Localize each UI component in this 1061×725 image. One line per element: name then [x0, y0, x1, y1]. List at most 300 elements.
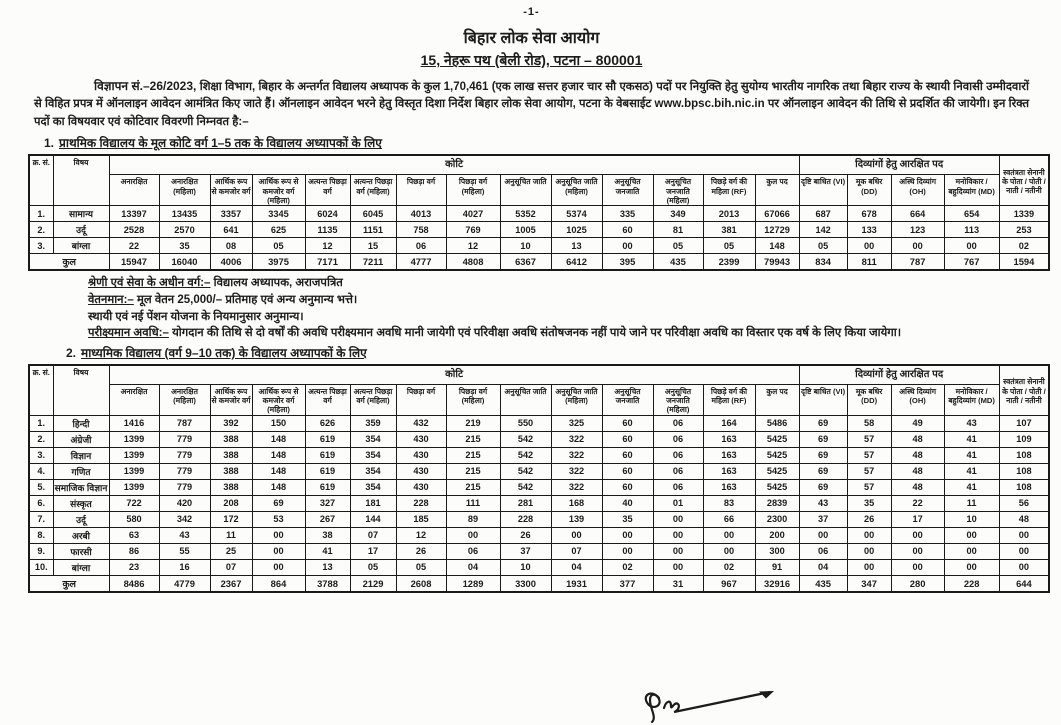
divyang-group-header: दिव्यांगों हेतु आरक्षित पद — [799, 155, 999, 175]
value-cell: 619 — [305, 431, 350, 447]
value-cell: 430 — [396, 447, 446, 463]
section-2-heading — [66, 344, 1035, 361]
value-cell: 108 — [999, 463, 1049, 479]
total-value-cell: 834 — [799, 254, 847, 271]
table-row — [29, 527, 1049, 543]
value-cell: 43 — [799, 495, 847, 511]
value-cell: 6045 — [350, 206, 396, 222]
value-cell: 168 — [551, 495, 602, 511]
value-cell: 779 — [159, 447, 210, 463]
value-cell: 163 — [703, 431, 755, 447]
value-cell: 388 — [210, 431, 252, 447]
value-cell: 43 — [944, 415, 999, 431]
value-cell: 1416 — [109, 415, 159, 431]
value-cell: 325 — [551, 415, 602, 431]
value-cell: 00 — [799, 527, 847, 543]
value-cell: 1399 — [109, 431, 159, 447]
value-cell: 60 — [602, 415, 653, 431]
value-cell: 3357 — [210, 206, 252, 222]
subject-cell: हिन्दी — [53, 415, 109, 431]
serial-cell: 6. — [29, 495, 53, 511]
value-cell: 322 — [551, 447, 602, 463]
value-cell: 430 — [396, 479, 446, 495]
value-cell: 04 — [446, 559, 500, 575]
value-cell: 335 — [602, 206, 653, 222]
value-cell: 11 — [210, 527, 252, 543]
koti-column-header: पिछड़ा वर्ग (महिला) — [446, 384, 500, 415]
value-cell: 00 — [703, 527, 755, 543]
divyang-column-header: मूक बधिर (DD) — [847, 175, 891, 206]
total-value-cell: 4808 — [446, 254, 500, 271]
koti-column-header: आर्थिक रूप से कमजोर वर्ग — [210, 384, 252, 415]
divyang-column-header: मूक बधिर (DD) — [847, 384, 891, 415]
value-cell: 228 — [500, 511, 551, 527]
total-value-cell: 4777 — [396, 254, 446, 271]
value-cell: 281 — [500, 495, 551, 511]
total-row — [29, 575, 1049, 592]
value-cell: 60 — [602, 447, 653, 463]
value-cell: 641 — [210, 222, 252, 238]
value-cell: 05 — [252, 238, 305, 254]
total-value-cell: 3975 — [252, 254, 305, 271]
value-cell: 69 — [799, 415, 847, 431]
primary-school-vacancy-table — [28, 154, 1050, 271]
value-cell: 69 — [799, 479, 847, 495]
value-cell: 215 — [446, 447, 500, 463]
value-cell: 48 — [999, 511, 1049, 527]
value-cell: 06 — [653, 415, 703, 431]
value-cell: 00 — [847, 543, 891, 559]
subject-cell: समाजिक विज्ञान — [53, 479, 109, 495]
value-cell: 05 — [799, 238, 847, 254]
total-value-cell: 16040 — [159, 254, 210, 271]
value-cell: 60 — [602, 431, 653, 447]
advertisement-intro-paragraph — [34, 77, 1029, 131]
value-cell: 654 — [944, 206, 999, 222]
table-row — [29, 222, 1049, 238]
value-cell: 2528 — [109, 222, 159, 238]
value-cell: 58 — [847, 415, 891, 431]
total-row — [29, 254, 1049, 271]
value-cell: 00 — [653, 527, 703, 543]
value-cell: 26 — [847, 511, 891, 527]
koti-column-header: अनुसूचित जाति (महिला) — [551, 384, 602, 415]
total-value-cell: 967 — [703, 575, 755, 592]
divyang-column-header: मनोविकार / बहुदिव्यांग (MD) — [944, 175, 999, 206]
value-cell: 13 — [551, 238, 602, 254]
koti-column-header: आर्थिक रूप से कमजोर वर्ग (महिला) — [252, 175, 305, 206]
table-row — [29, 447, 1049, 463]
value-cell: 00 — [551, 527, 602, 543]
value-cell: 163 — [703, 463, 755, 479]
value-cell: 327 — [305, 495, 350, 511]
table-row — [29, 206, 1049, 222]
total-value-cell: 7211 — [350, 254, 396, 271]
value-cell: 48 — [891, 479, 944, 495]
value-cell: 00 — [602, 527, 653, 543]
value-cell: 22 — [109, 238, 159, 254]
value-cell: 2839 — [755, 495, 799, 511]
value-cell: 2013 — [703, 206, 755, 222]
serial-cell: 10. — [29, 559, 53, 575]
value-cell: 00 — [847, 559, 891, 575]
value-cell: 148 — [252, 479, 305, 495]
signature-mark — [612, 686, 802, 724]
table-row — [29, 431, 1049, 447]
value-cell: 37 — [500, 543, 551, 559]
value-cell: 56 — [999, 495, 1049, 511]
koti-column-header: अत्यन्त पिछड़ा वर्ग (महिला) — [350, 384, 396, 415]
value-cell: 550 — [500, 415, 551, 431]
value-cell: 1005 — [500, 222, 551, 238]
value-cell: 430 — [396, 431, 446, 447]
serial-cell: 3. — [29, 447, 53, 463]
koti-column-header: अत्यन्त पिछड़ा वर्ग — [305, 384, 350, 415]
koti-column-header: अनुसूचित जनजाति — [602, 175, 653, 206]
divyang-column-header: मनोविकार / बहुदिव्यांग (MD) — [944, 384, 999, 415]
value-cell: 542 — [500, 479, 551, 495]
value-cell: 02 — [999, 238, 1049, 254]
total-value-cell: 6412 — [551, 254, 602, 271]
koti-column-header: अत्यन्त पिछड़ा वर्ग (महिला) — [350, 175, 396, 206]
table-row — [29, 559, 1049, 575]
value-cell: 542 — [500, 463, 551, 479]
value-cell: 4027 — [446, 206, 500, 222]
value-cell: 38 — [305, 527, 350, 543]
value-cell: 41 — [944, 479, 999, 495]
value-cell: 60 — [602, 479, 653, 495]
koti-column-header: पिछड़ा वर्ग (महिला) — [446, 175, 500, 206]
value-cell: 769 — [446, 222, 500, 238]
value-cell: 625 — [252, 222, 305, 238]
total-value-cell: 228 — [944, 575, 999, 592]
value-cell: 787 — [159, 415, 210, 431]
koti-column-header: अनुसूचित जनजाति (महिला) — [653, 384, 703, 415]
value-cell: 580 — [109, 511, 159, 527]
value-cell: 6024 — [305, 206, 350, 222]
serial-cell: 1. — [29, 206, 53, 222]
value-cell: 00 — [602, 543, 653, 559]
value-cell: 05 — [396, 559, 446, 575]
value-cell: 17 — [350, 543, 396, 559]
value-cell: 12 — [305, 238, 350, 254]
koti-group-header: कोटि — [109, 155, 799, 175]
total-value-cell: 6367 — [500, 254, 551, 271]
value-cell: 208 — [210, 495, 252, 511]
value-cell: 48 — [891, 431, 944, 447]
total-value-cell: 435 — [799, 575, 847, 592]
value-cell: 185 — [396, 511, 446, 527]
value-cell: 139 — [551, 511, 602, 527]
section-2-number: 2. — [66, 345, 77, 360]
divyang-column-header: दृष्टि बाधित (VI) — [799, 384, 847, 415]
total-value-cell: 2367 — [210, 575, 252, 592]
value-cell: 22 — [891, 495, 944, 511]
value-cell: 57 — [847, 447, 891, 463]
note-payscale: वेतनमान:– मूल वेतन 25,000/– प्रतिमाह एवं अन्य अनुमान्य भत्ते। — [88, 293, 358, 306]
table-row — [29, 238, 1049, 254]
value-cell: 83 — [703, 495, 755, 511]
value-cell: 779 — [159, 431, 210, 447]
value-cell: 57 — [847, 463, 891, 479]
value-cell: 619 — [305, 479, 350, 495]
advertisement-number: विज्ञापन सं.–26/2023, — [94, 79, 197, 93]
value-cell: 00 — [944, 527, 999, 543]
value-cell: 172 — [210, 511, 252, 527]
value-cell: 26 — [396, 543, 446, 559]
value-cell: 06 — [653, 431, 703, 447]
value-cell: 81 — [653, 222, 703, 238]
value-cell: 86 — [109, 543, 159, 559]
total-value-cell: 811 — [847, 254, 891, 271]
value-cell: 181 — [350, 495, 396, 511]
value-cell: 10 — [500, 238, 551, 254]
value-cell: 02 — [703, 559, 755, 575]
koti-column-header: पिछड़े वर्ग की महिला (RF) — [703, 175, 755, 206]
table-row — [29, 543, 1049, 559]
subject-cell: विज्ञान — [53, 447, 109, 463]
note-pension: स्थायी एवं नई पेंशन योजना के नियमानुसार अनुमान्य। — [88, 310, 304, 323]
value-cell: 619 — [305, 447, 350, 463]
value-cell: 60 — [602, 463, 653, 479]
notes-block — [88, 275, 1035, 342]
note-probation: परीक्ष्यमान अवधि:– योगदान की तिथि से दो वर्षों की अवधि परीक्ष्यमान अवधि मानी जायेगी एवं परिवीक्षा अवधि संतोषजनक नहीं पाये जाने पर परिवीक्षा अवधि का विस्तार एक वर्ष के लिए किया जायेगा। — [88, 327, 902, 340]
total-value-cell: 3788 — [305, 575, 350, 592]
value-cell: 722 — [109, 495, 159, 511]
value-cell: 148 — [252, 431, 305, 447]
value-cell: 111 — [446, 495, 500, 511]
value-cell: 626 — [305, 415, 350, 431]
koti-column-header: अनुसूचित जनजाति (महिला) — [653, 175, 703, 206]
subject-cell: उर्दू — [53, 511, 109, 527]
total-value-cell: 4006 — [210, 254, 252, 271]
value-cell: 13435 — [159, 206, 210, 222]
value-cell: 164 — [703, 415, 755, 431]
value-cell: 215 — [446, 479, 500, 495]
koti-column-header: अनुसूचित जाति — [500, 384, 551, 415]
value-cell: 5486 — [755, 415, 799, 431]
value-cell: 08 — [210, 238, 252, 254]
value-cell: 388 — [210, 447, 252, 463]
value-cell: 00 — [602, 238, 653, 254]
divyang-group-header: दिव्यांगों हेतु आरक्षित पद — [799, 365, 999, 385]
value-cell: 4013 — [396, 206, 446, 222]
value-cell: 758 — [396, 222, 446, 238]
value-cell: 05 — [703, 238, 755, 254]
total-value-cell: 347 — [847, 575, 891, 592]
serial-cell: 2. — [29, 222, 53, 238]
value-cell: 57 — [847, 479, 891, 495]
value-cell: 43 — [159, 527, 210, 543]
value-cell: 12 — [396, 527, 446, 543]
value-cell: 253 — [999, 222, 1049, 238]
value-cell: 1399 — [109, 463, 159, 479]
value-cell: 148 — [755, 238, 799, 254]
koti-column-header: अनारक्षित (महिला) — [159, 175, 210, 206]
value-cell: 41 — [944, 447, 999, 463]
total-label-cell: कुल — [29, 254, 109, 271]
value-cell: 779 — [159, 463, 210, 479]
value-cell: 300 — [755, 543, 799, 559]
value-cell: 13397 — [109, 206, 159, 222]
total-value-cell: 435 — [653, 254, 703, 271]
koti-column-header: कुल पद — [755, 175, 799, 206]
table-row — [29, 495, 1049, 511]
table-row — [29, 415, 1049, 431]
value-cell: 142 — [799, 222, 847, 238]
value-cell: 00 — [847, 238, 891, 254]
koti-column-header: आर्थिक रूप से कमजोर वर्ग (महिला) — [252, 384, 305, 415]
value-cell: 06 — [653, 479, 703, 495]
value-cell: 06 — [799, 543, 847, 559]
value-cell: 07 — [551, 543, 602, 559]
value-cell: 41 — [944, 431, 999, 447]
serial-cell: 1. — [29, 415, 53, 431]
value-cell: 66 — [703, 511, 755, 527]
total-value-cell: 644 — [999, 575, 1049, 592]
value-cell: 113 — [944, 222, 999, 238]
total-value-cell: 8486 — [109, 575, 159, 592]
subject-cell: संस्कृत — [53, 495, 109, 511]
value-cell: 1339 — [999, 206, 1049, 222]
value-cell: 05 — [653, 238, 703, 254]
koti-column-header: पिछड़ा वर्ग — [396, 175, 446, 206]
value-cell: 00 — [891, 559, 944, 575]
value-cell: 02 — [602, 559, 653, 575]
value-cell: 69 — [799, 447, 847, 463]
freedom-fighter-column-header: स्वतंत्रता सेनानी के पोता / पोती / नाती / नतीनी — [999, 155, 1049, 205]
value-cell: 05 — [350, 559, 396, 575]
value-cell: 89 — [446, 511, 500, 527]
value-cell: 664 — [891, 206, 944, 222]
value-cell: 107 — [999, 415, 1049, 431]
section-1-title: प्राथमिक विद्यालय के मूल कोटि वर्ग 1–5 तक के विद्यालय अध्यापकों के लिए — [59, 136, 382, 151]
value-cell: 26 — [500, 527, 551, 543]
value-cell: 163 — [703, 479, 755, 495]
value-cell: 144 — [350, 511, 396, 527]
value-cell: 69 — [799, 431, 847, 447]
value-cell: 200 — [755, 527, 799, 543]
value-cell: 133 — [847, 222, 891, 238]
total-value-cell: 15947 — [109, 254, 159, 271]
value-cell: 10 — [944, 511, 999, 527]
value-cell: 2570 — [159, 222, 210, 238]
total-value-cell: 395 — [602, 254, 653, 271]
value-cell: 5425 — [755, 463, 799, 479]
koti-column-header: अनारक्षित — [109, 175, 159, 206]
organization-title: बिहार लोक सेवा आयोग — [463, 30, 600, 47]
koti-column-header: अनारक्षित (महिला) — [159, 384, 210, 415]
note-category: श्रेणी एवं सेवा के अधीन वर्ग:– विद्यालय अध्यापक, अराजपत्रित — [88, 277, 343, 290]
value-cell: 5425 — [755, 431, 799, 447]
table-row — [29, 511, 1049, 527]
koti-column-header: पिछड़े वर्ग की महिला (RF) — [703, 384, 755, 415]
value-cell: 354 — [350, 479, 396, 495]
value-cell: 1025 — [551, 222, 602, 238]
value-cell: 5374 — [551, 206, 602, 222]
serial-column-header: क्र. सं. — [29, 365, 53, 415]
value-cell: 06 — [653, 447, 703, 463]
value-cell: 228 — [396, 495, 446, 511]
total-value-cell: 7171 — [305, 254, 350, 271]
value-cell: 00 — [944, 543, 999, 559]
organization-address: 15, नेहरू पथ (बेली रोड), पटना – 800001 — [420, 52, 643, 68]
value-cell: 5352 — [500, 206, 551, 222]
secondary-school-vacancy-table — [28, 364, 1050, 593]
value-cell: 388 — [210, 463, 252, 479]
value-cell: 48 — [891, 463, 944, 479]
value-cell: 00 — [999, 559, 1049, 575]
value-cell: 109 — [999, 431, 1049, 447]
divyang-column-header: दृष्टि बाधित (VI) — [799, 175, 847, 206]
koti-column-header: पिछड़ा वर्ग — [396, 384, 446, 415]
value-cell: 359 — [350, 415, 396, 431]
value-cell: 60 — [602, 222, 653, 238]
value-cell: 35 — [159, 238, 210, 254]
value-cell: 06 — [446, 543, 500, 559]
value-cell: 1135 — [305, 222, 350, 238]
value-cell: 12 — [446, 238, 500, 254]
value-cell: 00 — [891, 527, 944, 543]
subject-column-header: विषय — [53, 155, 109, 205]
value-cell: 67066 — [755, 206, 799, 222]
value-cell: 00 — [653, 543, 703, 559]
divyang-column-header: अस्थि दिव्यांग (OH) — [891, 384, 944, 415]
value-cell: 40 — [602, 495, 653, 511]
total-value-cell: 4779 — [159, 575, 210, 592]
value-cell: 1399 — [109, 447, 159, 463]
subject-cell: बांग्ला — [53, 238, 109, 254]
value-cell: 150 — [252, 415, 305, 431]
section-1-number: 1. — [44, 136, 55, 151]
page-number: -1- — [523, 6, 540, 18]
subject-cell: उर्दू — [53, 222, 109, 238]
value-cell: 108 — [999, 479, 1049, 495]
total-value-cell: 32916 — [755, 575, 799, 592]
value-cell: 06 — [653, 463, 703, 479]
koti-column-header: अनुसूचित जाति — [500, 175, 551, 206]
koti-column-header: आर्थिक रूप से कमजोर वर्ग — [210, 175, 252, 206]
value-cell: 00 — [252, 527, 305, 543]
value-cell: 1151 — [350, 222, 396, 238]
subject-cell: फारसी — [53, 543, 109, 559]
koti-column-header: अनुसूचित जाति (महिला) — [551, 175, 602, 206]
value-cell: 267 — [305, 511, 350, 527]
freedom-fighter-column-header: स्वतंत्रता सेनानी के पोता / पोती / नाती / नतीनी — [999, 365, 1049, 415]
value-cell: 354 — [350, 447, 396, 463]
serial-cell: 4. — [29, 463, 53, 479]
serial-cell: 5. — [29, 479, 53, 495]
value-cell: 01 — [653, 495, 703, 511]
total-value-cell: 31 — [653, 575, 703, 592]
value-cell: 12729 — [755, 222, 799, 238]
total-value-cell: 1289 — [446, 575, 500, 592]
value-cell: 11 — [944, 495, 999, 511]
value-cell: 00 — [999, 543, 1049, 559]
value-cell: 779 — [159, 479, 210, 495]
subject-column-header: विषय — [53, 365, 109, 415]
value-cell: 148 — [252, 447, 305, 463]
koti-column-header: अनारक्षित — [109, 384, 159, 415]
subject-cell: सामान्य — [53, 206, 109, 222]
value-cell: 349 — [653, 206, 703, 222]
value-cell: 48 — [891, 447, 944, 463]
value-cell: 148 — [252, 463, 305, 479]
value-cell: 542 — [500, 447, 551, 463]
total-value-cell: 3300 — [500, 575, 551, 592]
total-value-cell: 2608 — [396, 575, 446, 592]
koti-column-header: कुल पद — [755, 384, 799, 415]
